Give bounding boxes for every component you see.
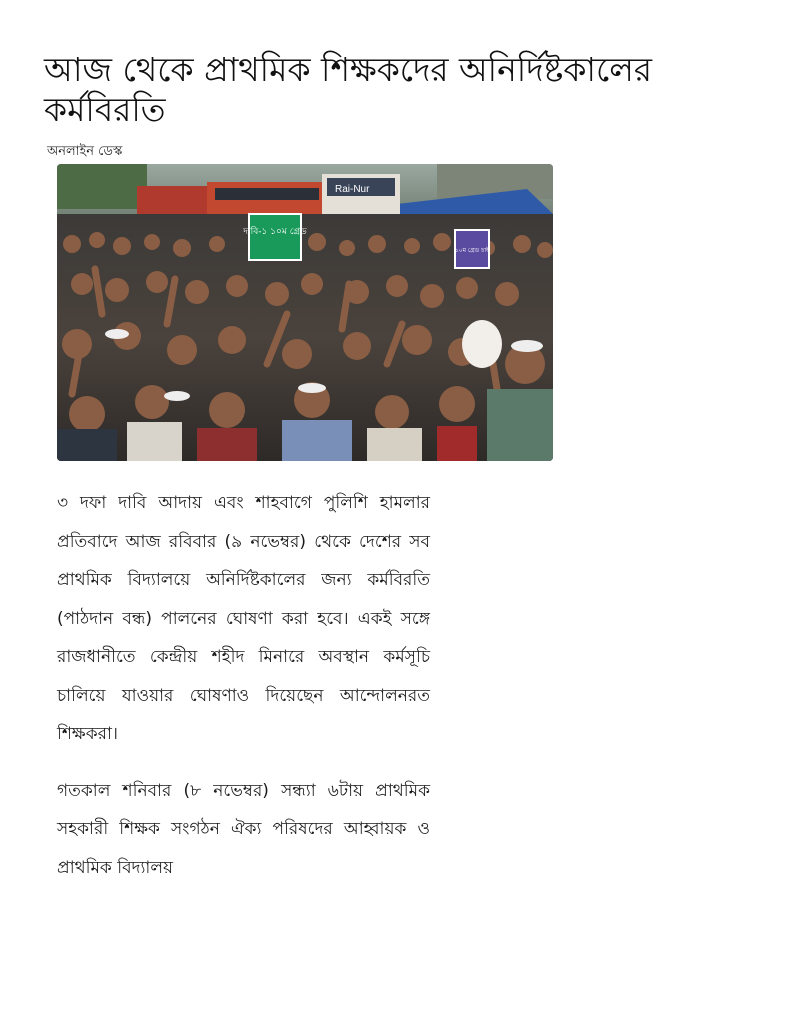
article-body [57, 484, 430, 905]
article-headline: আজ থেকে প্রাথমিক শিক্ষকদের অনির্দিষ্টকালের কর্মবিরতি [44, 50, 652, 129]
article-paragraph: ৩ দফা দাবি আদায় এবং শাহবাগে পুলিশি হামলার প্রতিবাদে আজ রবিবার (৯ নভেম্বর) থেকে দেশের সব প্রাথমিক বিদ্যালয়ে অনির্দিষ্টকালের জন্য কর্মবিরতি (পাঠদান বন্ধ) পালনের ঘোষণা করা হবে। একই সঙ্গে রাজধানীতে কেন্দ্রীয় শহীদ মিনারে অবস্থান কর্মসূচি চালিয়ে যাওয়ার ঘোষণাও দিয়েছেন আন্দোলনরত শিক্ষকরা। [57, 493, 430, 744]
sign-green-text: দাবি-১ ১০ম গ্রেড [243, 227, 307, 237]
article-photo [57, 164, 553, 461]
article-paragraph: গতকাল শনিবার (৮ নভেম্বর) সন্ধ্যা ৬টায় প্রাথমিক সহকারী শিক্ষক সংগঠন ঐক্য পরিষদের আহ্বায়ক ও প্রাথমিক বিদ্যালয় [57, 780, 430, 878]
bus-text: Rai-Nur [335, 184, 370, 195]
byline: অনলাইন ডেস্ক [47, 144, 123, 159]
sign-purple-text: ১০ম গ্রেড চাই [454, 247, 490, 254]
